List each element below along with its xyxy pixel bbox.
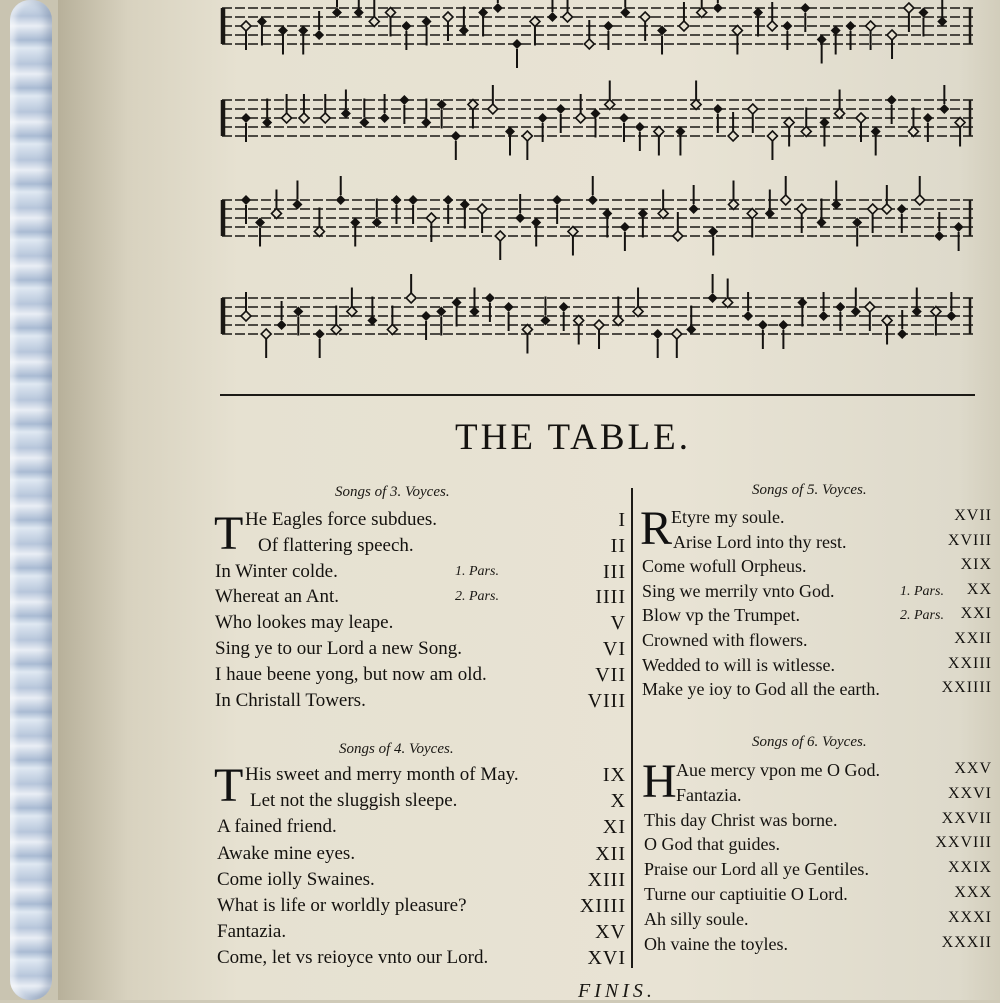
song-number: XXXI <box>948 908 992 926</box>
song-title: Fantazia. <box>217 921 287 943</box>
song-title: Etyre my soule. <box>671 507 785 527</box>
song-number: XXII <box>954 630 992 647</box>
music-staves <box>218 0 978 380</box>
song-number: XV <box>595 921 626 944</box>
finis-footer: FINIS. <box>578 980 656 1002</box>
song-title: Arise Lord into thy rest. <box>673 531 847 552</box>
drop-cap: T <box>214 507 244 560</box>
section-heading-4-voyces: Songs of 4. Voyces. <box>339 741 454 757</box>
song-number: IX <box>602 764 626 786</box>
song-title: A fained friend. <box>217 816 337 838</box>
drop-cap: T <box>214 759 244 812</box>
song-number: XVI <box>587 947 626 970</box>
song-number: VII <box>595 663 626 686</box>
pars-label: 2. Pars. <box>455 589 499 605</box>
song-number: XXI <box>960 605 992 623</box>
song-number: V <box>610 612 626 635</box>
drop-cap: H <box>642 755 677 808</box>
song-title: Come wofull Orpheus. <box>642 556 807 577</box>
song-number: II <box>610 534 626 557</box>
song-title: What is life or worldly pleasure? <box>217 895 467 916</box>
song-title: Ah silly soule. <box>644 908 749 929</box>
song-number: I <box>618 509 626 531</box>
column-divider <box>631 488 633 968</box>
song-number: XXIX <box>948 859 992 877</box>
song-number: XXVI <box>948 784 992 802</box>
song-number: XXV <box>954 760 992 777</box>
song-title: Who lookes may leape. <box>215 612 394 634</box>
pars-label: 1. Pars. <box>900 583 944 599</box>
pars-label: 2. Pars. <box>900 608 944 624</box>
song-title: Let not the sluggish sleepe. <box>250 790 458 812</box>
song-number: XXVIII <box>935 834 992 852</box>
song-title: Blow vp the Trumpet. <box>642 605 801 626</box>
song-number: XIII <box>587 868 626 891</box>
song-title: Fantazia. <box>676 784 742 805</box>
song-title: Whereat an Ant. <box>215 586 339 608</box>
song-title: Come, let vs reioyce vnto our Lord. <box>217 947 489 969</box>
song-number: XX <box>966 580 992 598</box>
song-title: Make ye ioy to God all the earth. <box>642 679 880 700</box>
song-title: In Winter colde. <box>215 560 338 582</box>
song-title: Turne our captiuitie O Lord. <box>644 884 848 904</box>
song-title: Sing ye to our Lord a new Song. <box>215 638 462 659</box>
song-title: Praise our Lord all ye Gentiles. <box>644 859 869 880</box>
song-title: Aue mercy vpon me O God. <box>676 760 880 780</box>
song-title: Come iolly Swaines. <box>217 868 375 890</box>
song-title: His sweet and merry month of May. <box>245 764 519 785</box>
song-number: XXXII <box>941 933 992 951</box>
song-title: He Eagles force subdues. <box>245 509 438 530</box>
song-title: O God that guides. <box>644 834 780 855</box>
song-number: XVII <box>954 507 992 524</box>
page-title: THE TABLE. <box>455 417 691 458</box>
section-heading-3-voyces: Songs of 3. Voyces. <box>335 484 450 500</box>
song-number: VI <box>602 638 626 660</box>
song-number: III <box>603 560 626 583</box>
song-number: XII <box>595 842 626 865</box>
song-title: I haue beene yong, but now am old. <box>215 663 487 685</box>
song-number: IIII <box>595 586 626 609</box>
song-title: Of flattering speech. <box>258 534 414 556</box>
song-number: XXIII <box>947 654 992 672</box>
song-number: XVIII <box>947 531 992 549</box>
song-title: Sing we merrily vnto God. <box>642 580 835 601</box>
song-title: This day Christ was borne. <box>644 809 838 830</box>
section-heading-5-voyces: Songs of 5. Voyces. <box>752 482 867 498</box>
song-number: XIX <box>960 556 992 574</box>
song-title: In Christall Towers. <box>215 689 366 711</box>
song-number: XXVII <box>941 809 992 827</box>
song-title: Crowned with flowers. <box>642 630 808 650</box>
song-title: Wedded to will is witlesse. <box>642 654 836 675</box>
drop-cap: R <box>640 502 673 555</box>
song-title: Awake mine eyes. <box>217 842 356 864</box>
section-heading-6-voyces: Songs of 6. Voyces. <box>752 734 867 750</box>
song-number: XXX <box>954 884 992 901</box>
horizontal-rule <box>220 394 975 396</box>
song-number: XIIII <box>579 895 626 917</box>
song-number: VIII <box>587 689 626 712</box>
pars-label: 1. Pars. <box>455 563 499 579</box>
song-number: XXIIII <box>941 679 992 697</box>
bookmark-cord <box>10 0 52 1000</box>
song-number: X <box>610 790 626 813</box>
song-number: XI <box>602 816 626 839</box>
song-title: Oh vaine the toyles. <box>644 933 788 954</box>
